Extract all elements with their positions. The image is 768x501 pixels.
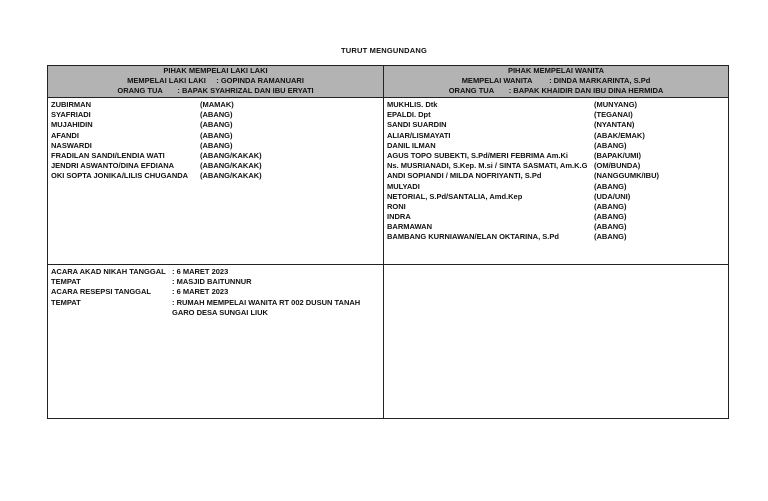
header-divider <box>48 97 728 98</box>
family-name: MUJAHIDIN <box>51 120 93 130</box>
event-details <box>51 267 381 318</box>
family-name: MUKHLIS. Dtk <box>387 100 438 109</box>
list-item <box>387 100 727 110</box>
family-relation: (OM/BUNDA) <box>594 161 641 171</box>
family-name: SANDI SUARDIN <box>387 120 447 130</box>
family-relation: (NYANTAN) <box>594 120 635 130</box>
event-value: : 6 MARET 2023 <box>172 287 229 297</box>
family-name: FRADILAN SANDI/LENDIA WATI <box>51 150 165 160</box>
groom-name: : GOPINDA RAMANUARI <box>216 76 304 85</box>
event-row <box>51 298 381 318</box>
groom-name-line <box>48 76 383 86</box>
event-row <box>51 277 381 287</box>
groom-label: MEMPELAI LAKI LAKI <box>127 76 206 85</box>
groom-parents-line <box>48 86 383 96</box>
bride-name-line <box>384 76 728 86</box>
groom-side-heading: PIHAK MEMPELAI LAKI LAKI <box>163 66 268 75</box>
list-item <box>51 141 381 151</box>
family-name: BAMBANG KURNIAWAN/ELAN OKTARINA, S.Pd <box>387 232 559 242</box>
family-name: ZUBIRMAN <box>51 100 91 109</box>
family-name: ALIAR/LISMAYATI <box>387 130 451 140</box>
list-item <box>387 171 727 181</box>
list-item <box>51 131 381 141</box>
bride-side-heading: PIHAK MEMPELAI WANITA <box>507 66 605 75</box>
list-item <box>387 232 727 242</box>
bride-name: : DINDA MARKARINTA, S.Pd <box>549 76 651 85</box>
family-name: Ns. MUSRIANADI, S.Kep. M.si / SINTA SASMATI, Am.K.G <box>387 161 588 171</box>
family-relation: (ABANG) <box>200 120 233 130</box>
column-divider <box>383 66 384 418</box>
family-name: ANDI SOPIANDI / MILDA NOFRIYANTI, S.Pd <box>387 171 542 181</box>
list-item <box>387 151 727 161</box>
family-relation: (ABANG) <box>594 140 627 150</box>
family-name: NASWARDI <box>51 140 92 150</box>
family-relation: (BAPAK/UMI) <box>594 150 641 160</box>
bride-family-list <box>387 100 727 243</box>
family-relation: (ABANG) <box>594 222 627 232</box>
bride-parents-line <box>384 86 728 96</box>
bride-side-header <box>384 66 728 97</box>
family-relation: (ABANG/KAKAK) <box>200 150 262 160</box>
bride-parents-label: ORANG TUA <box>448 86 495 95</box>
family-relation: (MUNYANG) <box>594 100 638 109</box>
family-name: SYAFRIADI <box>51 110 91 120</box>
family-relation: (ABANG) <box>200 140 233 150</box>
family-relation: (ABANG) <box>594 201 627 211</box>
family-name: MULYADI <box>387 181 420 191</box>
event-key: TEMPAT <box>51 277 81 287</box>
list-item <box>387 222 727 232</box>
family-name: AFANDI <box>51 130 79 140</box>
family-relation: (MAMAK) <box>200 100 234 109</box>
list-item <box>387 182 727 192</box>
list-item <box>387 141 727 151</box>
list-item <box>51 151 381 161</box>
list-item <box>387 131 727 141</box>
event-value: : RUMAH MEMPELAI WANITA RT 002 DUSUN TANAH GARO DESA SUNGAI LIUK <box>172 297 361 317</box>
family-relation: (ABAK/EMAK) <box>594 130 645 140</box>
family-relation: (UDA/UNI) <box>594 191 631 201</box>
family-name: OKI SOPTA JONIKA/LILIS CHUGANDA <box>51 171 189 181</box>
family-name: RONI <box>387 201 406 211</box>
family-relation: (ABANG/KAKAK) <box>200 171 262 181</box>
family-name: AGUS TOPO SUBEKTI, S.Pd/MERI FEBRIMA Am.Ki <box>387 150 568 160</box>
bride-parents: : BAPAK KHAIDIR DAN IBU DINA HERMIDA <box>508 86 664 95</box>
event-key: ACARA AKAD NIKAH TANGGAL <box>51 267 166 276</box>
family-relation: (ABANG) <box>594 181 627 191</box>
family-name: INDRA <box>387 212 411 222</box>
family-name: JENDRI ASWANTO/DINA EFDIANA <box>51 161 175 171</box>
event-value: : MASJID BAITUNNUR <box>172 277 252 287</box>
event-key: ACARA RESEPSI TANGGAL <box>51 287 152 297</box>
family-relation: (ABANG/KAKAK) <box>200 161 262 171</box>
groom-parents-label: ORANG TUA <box>117 86 163 95</box>
groom-family-list <box>51 100 381 182</box>
list-item <box>387 161 727 171</box>
bride-label: MEMPELAI WANITA <box>461 76 533 85</box>
family-relation: (ABANG) <box>200 130 233 140</box>
list-item <box>387 110 727 120</box>
invitation-table <box>47 65 729 419</box>
list-item <box>387 120 727 130</box>
event-value: : 6 MARET 2023 <box>172 267 229 276</box>
groom-parents: : BAPAK SYAHRIZAL DAN IBU ERYATI <box>177 86 314 95</box>
event-row <box>51 267 381 277</box>
list-item <box>387 212 727 222</box>
list-item <box>51 171 381 181</box>
family-relation: (ABANG) <box>594 232 627 242</box>
event-key: TEMPAT <box>51 297 81 307</box>
family-relation: (ABANG) <box>594 212 627 222</box>
section-divider <box>48 264 728 265</box>
family-relation: (TEGANAI) <box>594 110 633 120</box>
list-item <box>51 100 381 110</box>
list-item <box>51 110 381 120</box>
family-relation: (ABANG) <box>200 110 233 120</box>
groom-side-header <box>48 66 383 97</box>
list-item <box>51 120 381 130</box>
family-name: BARMAWAN <box>387 222 432 232</box>
family-name: EPALDI. Dpt <box>387 110 431 120</box>
list-item <box>51 161 381 171</box>
document-title: TURUT MENGUNDANG <box>340 46 428 55</box>
event-row <box>51 287 381 297</box>
family-name: DANIL ILMAN <box>387 140 436 150</box>
family-name: NETORIAL, S.Pd/SANTALIA, Amd.Kep <box>387 191 523 201</box>
family-relation: (NANGGUMK/IBU) <box>594 171 659 181</box>
list-item <box>387 202 727 212</box>
list-item <box>387 192 727 202</box>
